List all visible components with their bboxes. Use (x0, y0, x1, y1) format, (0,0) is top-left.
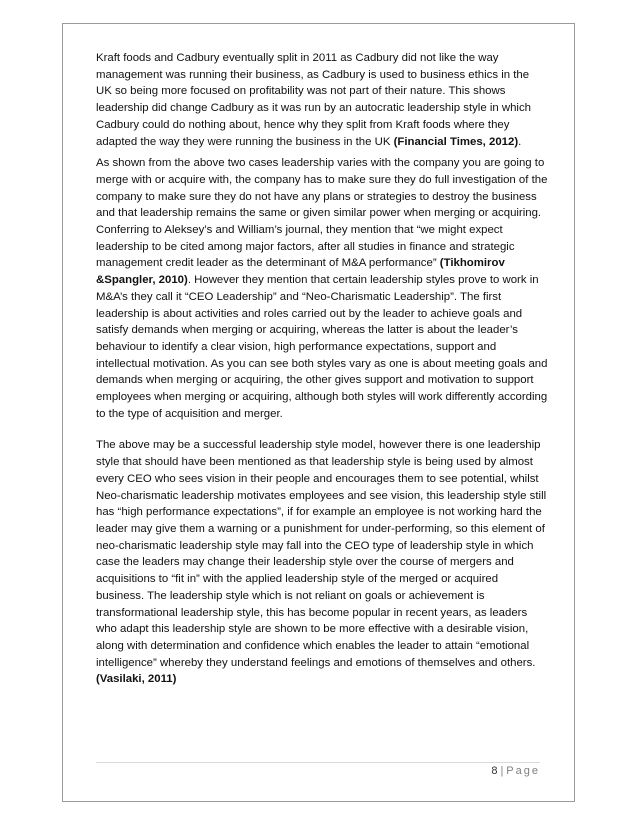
page-separator: | (500, 765, 504, 777)
paragraph-text: The above may be a successful leadership style model, however there is one leadership style that should have been mentioned as that leadership style is being used by almost every CEO who sees vision in their people and encourages them to see potential, whilst Neo-charismatic leadership motivates employees and see vision, this leadership style still has “high performance expectations”, if for example an employee is not working hard the leader may give them a warning or a punishment for under-performing, so this element of neo-charismatic leadership style may fall into the CEO type of leadership style in which case the leaders may change their leadership style over the course of mergers and acquisitions to “fit in” with the applied leadership style of the merged or acquired business. The leadership style which is not reliant on goals or achievement is transformational leadership style, this has become popular in recent years, as leaders who adapt this leadership style are shown to be more effective with a desirable vision, along with determination and confidence which enables the leader to attain “emotional intelligence” whereby they understand feelings and emotions of themselves and others. (96, 439, 547, 669)
paragraph-text: . However they mention that certain leadership styles prove to work in M&A’s they call it “CEO Leadership” and “Neo-Charismatic Leadership”. The first leadership is about activities and roles carried out by the leader to achieve goals and satisfy demands when merging or acquiring, whereas the latter is about the leader’s behaviour to identify a clear vision, high performance expectations, support and intellectual motivation. As you can see both styles vary as one is about meeting goals and demands when merging or acquiring, the other gives support and motivation to support employees when merging or acquiring, although both styles will work differently according to the type of acquisition and merger. (96, 274, 548, 420)
paragraph-text: As shown from the above two cases leadership varies with the company you are going to merge with or acquire with, the company has to make sure they do full investigation of the company to make sure they do not have any plans or strategies to destroy the business and that leadership remains the same or given similar power when merging or acquiring. Conferring to Aleksey’s and William’s journal, they mention that “we might expect leadership to be cited among major factors, after all studies in finance and strategic management credit leader as the determinant of M&A performance” (96, 157, 548, 270)
paragraph-leadership-varies (96, 155, 548, 422)
page-number: 8 (491, 765, 498, 777)
paragraph-cadbury-split (96, 50, 548, 150)
document-body (96, 50, 548, 688)
paragraph-text: Kraft foods and Cadbury eventually split in 2011 as Cadbury did not like the way management was running their business, as Cadbury is used to business ethics in the UK so being more focused on profitability was not part of their nature. This shows leadership did change Cadbury as it was run by an autocratic leadership style in which Cadbury could do nothing about, hence why they split from Kraft foods where they adapted the way they were running the business in the UK (96, 52, 531, 148)
page-label: Page (506, 765, 540, 777)
citation-tikhomirov-spangler: (Tikhomirov &Spangler, 2010) (96, 257, 505, 287)
footer-divider (96, 762, 540, 763)
citation-vasilaki: (Vasilaki, 2011) (96, 673, 177, 686)
paragraph-transformational-leadership (96, 437, 548, 688)
page-footer (491, 765, 540, 777)
citation-financial-times: (Financial Times, 2012) (393, 135, 519, 148)
paragraph-text: . (518, 135, 522, 148)
